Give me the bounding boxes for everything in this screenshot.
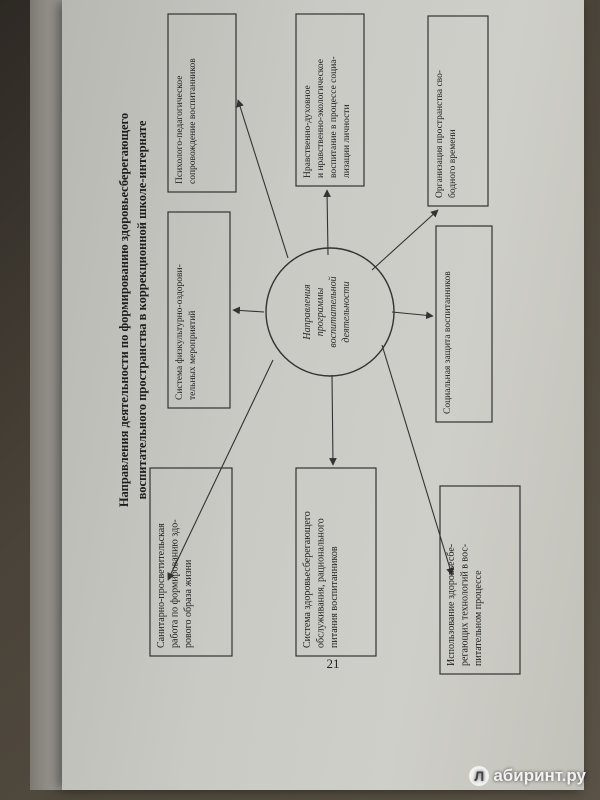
- box-text-line: регающих технологий в вос-: [459, 543, 471, 666]
- box-text-line: Психолого-педагогическое: [175, 75, 185, 184]
- labirint-logo-icon: Л: [469, 766, 489, 786]
- box-text-line: обслуживания, рационального: [315, 518, 327, 648]
- box-text-line: работа по формированию здо-: [169, 519, 181, 648]
- box-text-line: и нравственно-экологическое: [316, 58, 326, 178]
- box-text-line: бодного времени: [448, 129, 458, 198]
- box-text-line: тельных мероприятий: [188, 310, 198, 400]
- arrow-to-fitness: [233, 310, 264, 312]
- arrow-to-service: [332, 375, 333, 465]
- box-text-line: Использование здоровьесбе-: [446, 543, 457, 666]
- box-social: [436, 226, 492, 422]
- arrow-to-leisure: [372, 210, 438, 270]
- center-line-2: программы: [315, 287, 326, 337]
- arrow-to-moral: [327, 190, 328, 255]
- box-text-line: рового образа жизни: [183, 559, 194, 648]
- watermark-text: абиринт.ру: [493, 766, 586, 785]
- box-text-line: питательном процессе: [473, 570, 484, 666]
- title-line-1: Направления деятельности по формированию здоровьесберегающего: [117, 112, 131, 508]
- title-line-2: воспитательного пространства в коррекционной школе-интернате: [135, 120, 149, 500]
- box-text-line: Система здоровьесберегающего: [302, 511, 313, 648]
- center-line-1: Направления: [302, 284, 313, 340]
- watermark: [469, 766, 586, 786]
- page-number: 21: [326, 656, 340, 671]
- center-node: [266, 248, 394, 376]
- arrow-to-psych: [238, 100, 288, 258]
- center-line-4: деятельности: [341, 281, 352, 343]
- box-text-line: Нравственно-духовное: [303, 85, 313, 178]
- center-line-3: воспитательной: [328, 276, 339, 348]
- box-service: [296, 468, 376, 656]
- diagram-title: [117, 113, 149, 507]
- box-text-line: Социальная защита воспитанников: [443, 271, 453, 414]
- box-text-line: Система физкультурно-оздорови-: [175, 264, 185, 400]
- box-text-line: лизации личности: [342, 104, 352, 178]
- arrow-to-tech: [382, 345, 452, 575]
- box-text-line: Организация пространства сво-: [435, 70, 445, 198]
- box-text-line: питания воспитанников: [329, 546, 340, 648]
- box-text-line: сопровождение воспитанников: [188, 58, 198, 184]
- box-leisure: [428, 16, 488, 206]
- box-sanitary: [150, 468, 232, 656]
- box-moral: [296, 14, 364, 186]
- box-fitness: [168, 212, 230, 408]
- box-psych: [168, 14, 236, 192]
- arrow-to-social: [392, 312, 433, 316]
- box-text-line: воспитание в процессе социа-: [329, 56, 339, 178]
- box-tech: [440, 486, 520, 674]
- box-text-line: Санитарно-просветительская: [156, 523, 167, 648]
